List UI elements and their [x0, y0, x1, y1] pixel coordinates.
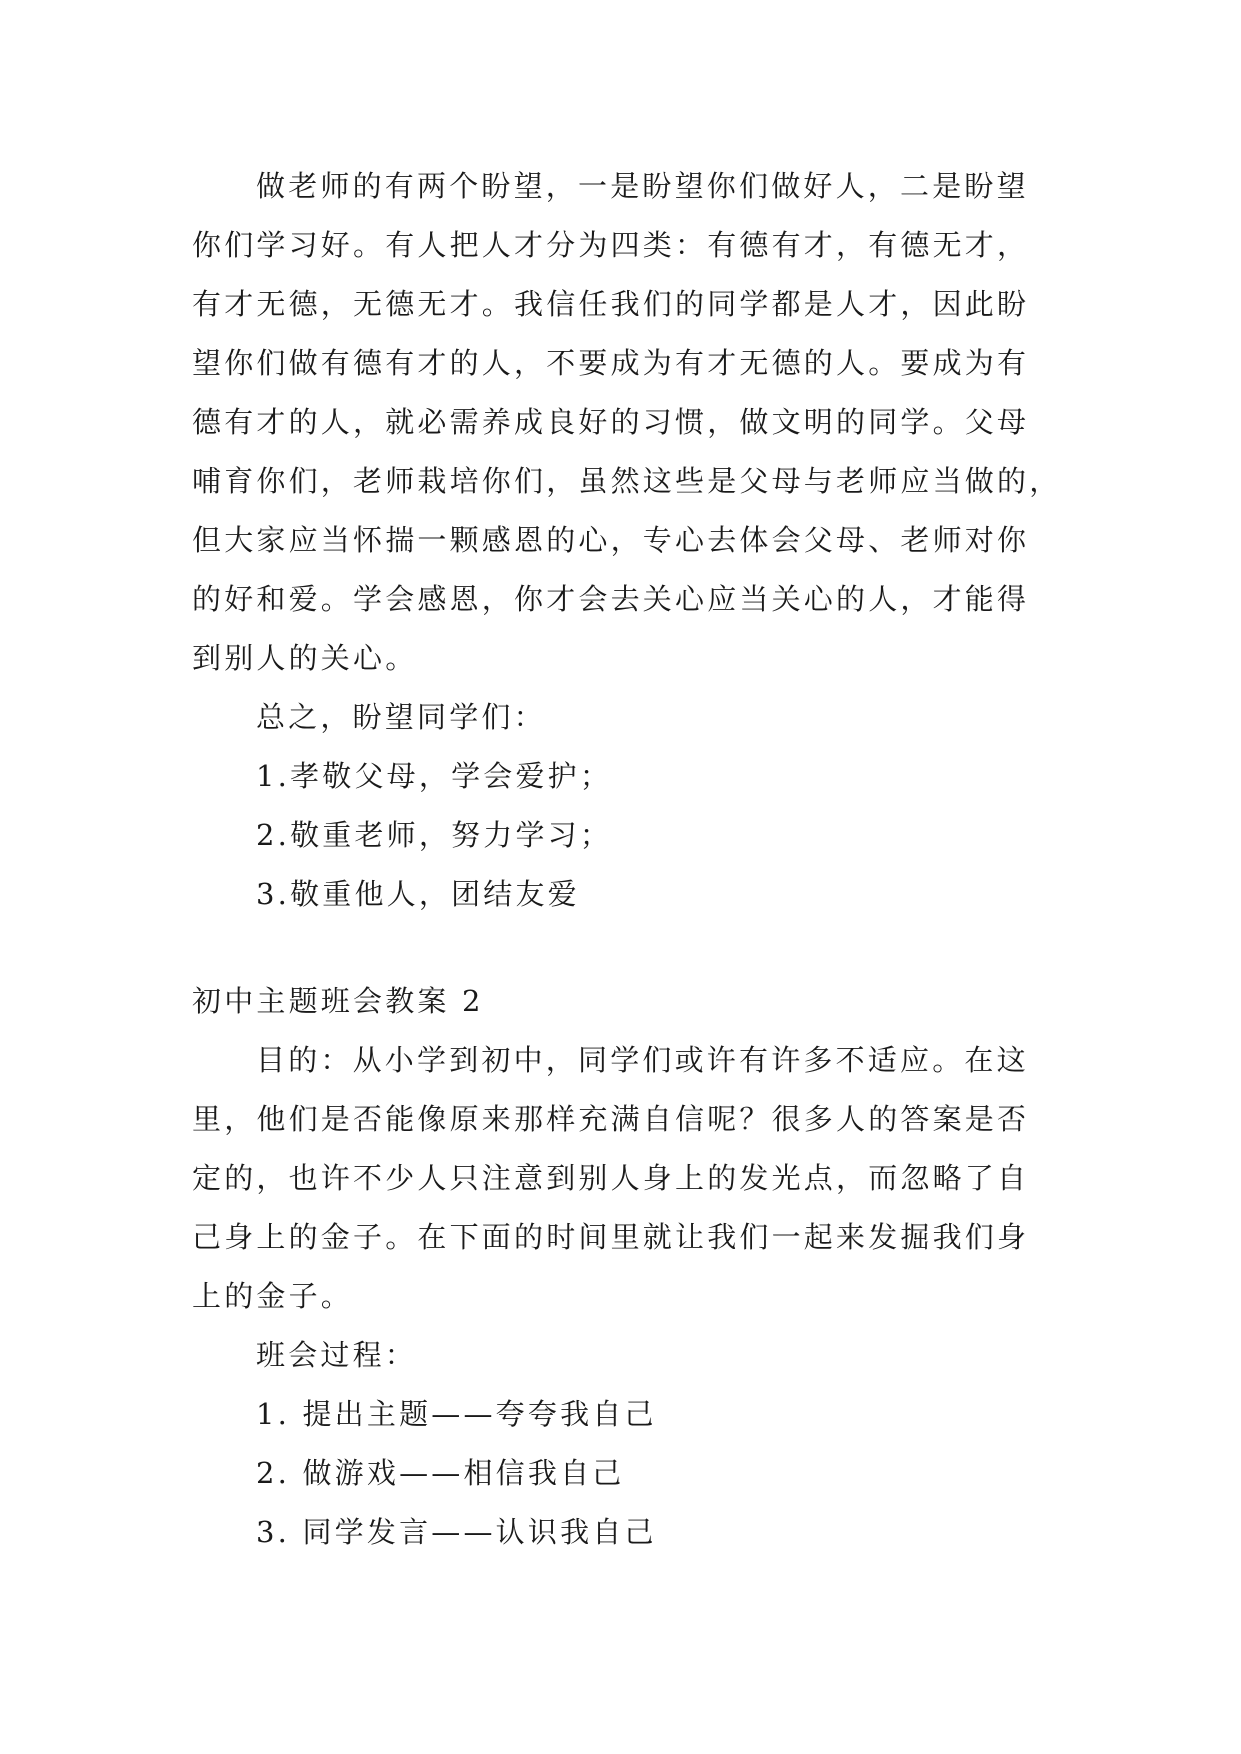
list-item: 1.孝敬父母，学会爱护；	[256, 759, 613, 793]
paragraph-line: 目的：从小学到初中，同学们或许有许多不适应。在这	[256, 1043, 1029, 1077]
paragraph-line: 里，他们是否能像原来那样充满自信呢？很多人的答案是否	[192, 1102, 1030, 1136]
summary-intro: 总之，盼望同学们：	[256, 700, 546, 734]
paragraph-line: 哺育你们，老师栽培你们，虽然这些是父母与老师应当做的，	[192, 464, 1062, 498]
paragraph-line: 你们学习好。有人把人才分为四类：有德有才，有德无才，	[192, 228, 1030, 262]
process-intro: 班会过程：	[256, 1338, 418, 1372]
section-title: 初中主题班会教案 2	[192, 984, 484, 1018]
paragraph-line: 的好和爱。学会感恩，你才会去关心应当关心的人，才能得	[192, 582, 1030, 616]
paragraph-line: 己身上的金子。在下面的时间里就让我们一起来发掘我们身	[192, 1220, 1030, 1254]
paragraph-line: 有才无德，无德无才。我信任我们的同学都是人才，因此盼	[192, 287, 1030, 321]
list-item: 1. 提出主题——夸夸我自己	[256, 1397, 657, 1431]
list-item: 3. 同学发言——认识我自己	[256, 1515, 657, 1549]
paragraph-line: 做老师的有两个盼望，一是盼望你们做好人，二是盼望	[256, 169, 1029, 203]
paragraph-line: 望你们做有德有才的人，不要成为有才无德的人。要成为有	[192, 346, 1030, 380]
paragraph-line: 定的，也许不少人只注意到别人身上的发光点，而忽略了自	[192, 1161, 1030, 1195]
paragraph-line: 德有才的人，就必需养成良好的习惯，做文明的同学。父母	[192, 405, 1030, 439]
paragraph-line: 上的金子。	[192, 1279, 354, 1313]
list-item: 2.敬重老师，努力学习；	[256, 818, 613, 852]
list-item: 2. 做游戏——相信我自己	[256, 1456, 625, 1490]
list-item: 3.敬重他人，团结友爱	[256, 877, 580, 911]
paragraph-line: 到别人的关心。	[192, 641, 418, 675]
paragraph-line: 但大家应当怀揣一颗感恩的心，专心去体会父母、老师对你	[192, 523, 1030, 557]
